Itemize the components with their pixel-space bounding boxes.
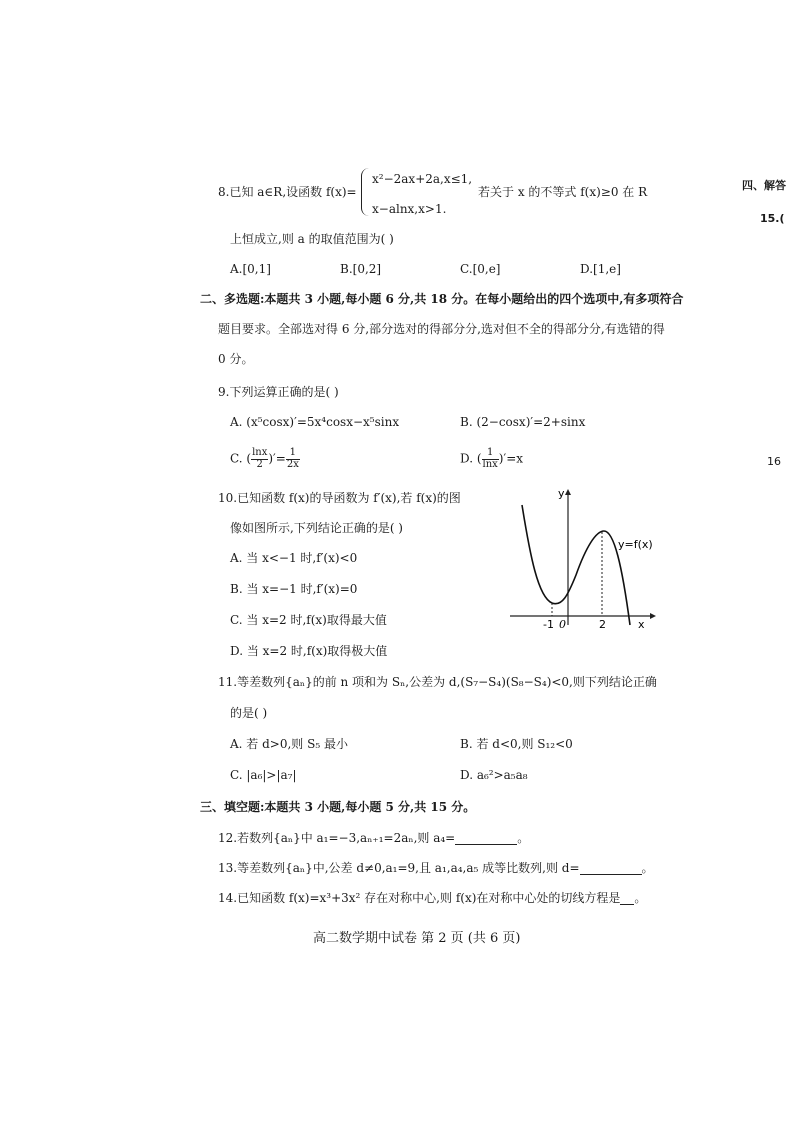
q14-text: 14.已知函数 f(x)=x³+3x² 存在对称中心,则 f(x)在对称中心处的切线方程是	[218, 891, 621, 905]
q9-option-c	[230, 448, 300, 470]
q14-end: 。	[634, 891, 647, 905]
q9-c-rden: 2x	[286, 458, 299, 470]
q10-curve-label: y=f(x)	[618, 538, 653, 551]
q9-c-fraction-right	[286, 448, 300, 470]
q10-tick-2: 2	[599, 618, 606, 630]
q14-line	[218, 892, 646, 905]
q9-c-mid: )′=	[268, 451, 286, 466]
q9-c-prefix: C. (	[230, 451, 252, 466]
q8-option-c: C.[0,e]	[460, 262, 501, 276]
q10-function-graph	[500, 485, 660, 630]
page-footer: 高二数学期中试卷 第 2 页 (共 6 页)	[313, 931, 521, 946]
q9-option-a: A. (x⁵cosx)′=5x⁴cosx−x⁵sinx	[230, 415, 400, 429]
q13-line	[218, 862, 654, 875]
q9-c-fraction-left	[251, 448, 268, 470]
q10-tick-0: 0	[559, 618, 566, 630]
q10-x-axis-arrow	[650, 613, 656, 619]
section2-heading-line1: 二、多选题:本题共 3 小题,每小题 6 分,共 18 分。在每小题给出的四个选项中,有多项符合	[200, 292, 684, 306]
section2-line2: 题目要求。全部选对得 6 分,部分选对的得部分分,选对但不全的得部分分,有选错的得	[218, 322, 665, 336]
q11-line2: 的是( )	[230, 706, 268, 720]
q10-tick-minus1: -1	[543, 618, 554, 630]
q10-option-d: D. 当 x=2 时,f(x)取得极大值	[230, 644, 388, 658]
q8-stem-after: 若关于 x 的不等式 f(x)≥0 在 R	[478, 185, 648, 199]
q11-option-d: D. a₆²>a₅a₈	[460, 768, 528, 782]
q9-c-rnum: 1	[286, 448, 300, 460]
q9-stem: 9.下列运算正确的是( )	[218, 385, 339, 399]
q9-d-fraction	[482, 448, 499, 470]
q9-c-den: 2	[256, 458, 263, 470]
q9-d-den: lnx	[482, 458, 498, 470]
q8-option-d: D.[1,e]	[580, 262, 621, 276]
q14-answer-blank[interactable]	[620, 892, 634, 905]
q8-piece-1: x²−2ax+2a,x≤1,	[372, 172, 473, 186]
q13-text: 13.等差数列{aₙ}中,公差 d≠0,a₁=9,且 a₁,a₄,a₅ 成等比数列,则 d=	[218, 861, 580, 875]
q8-option-a: A.[0,1]	[230, 262, 271, 276]
q8-stem-line2: 上恒成立,则 a 的取值范围为( )	[230, 232, 394, 246]
q8-option-b: B.[0,2]	[340, 262, 382, 276]
right-edge-q16: 16	[767, 455, 781, 468]
q9-d-post: )′=x	[498, 451, 524, 466]
q8-piece-2: x−alnx,x>1.	[372, 202, 447, 216]
q9-option-b: B. (2−cosx)′=2+sinx	[460, 415, 586, 429]
q10-curve	[522, 505, 630, 625]
section2-line3: 0 分。	[218, 352, 254, 366]
q9-c-num: lnx	[252, 447, 268, 458]
q13-answer-blank[interactable]	[580, 862, 642, 875]
q12-line	[218, 832, 529, 845]
q11-option-c: C. |a₆|>|a₇|	[230, 768, 297, 782]
q9-d-num: 1	[482, 448, 499, 460]
q10-y-axis-arrow	[565, 489, 571, 495]
q11-option-a: A. 若 d>0,则 S₅ 最小	[230, 737, 348, 751]
q10-option-b: B. 当 x=−1 时,f′(x)=0	[230, 582, 358, 596]
q11-option-b: B. 若 d<0,则 S₁₂<0	[460, 737, 573, 751]
q12-answer-blank[interactable]	[455, 832, 517, 845]
q10-option-a: A. 当 x<−1 时,f′(x)<0	[230, 551, 358, 565]
q10-y-label: y	[558, 487, 565, 500]
q8-stem-before: 8.已知 a∈R,设函数 f(x)=	[218, 185, 357, 199]
right-edge-q15: 15.(	[760, 212, 785, 225]
q11-line1: 11.等差数列{aₙ}的前 n 项和为 Sₙ,公差为 d,(S₇−S₄)(S₈−S₄)<0,则下列结论正确	[218, 675, 657, 689]
section3-heading: 三、填空题:本题共 3 小题,每小题 5 分,共 15 分。	[200, 800, 476, 814]
q12-end: 。	[517, 831, 530, 845]
q10-x-label: x	[638, 618, 645, 630]
right-edge-section4: 四、解答	[742, 179, 786, 192]
q10-option-c: C. 当 x=2 时,f(x)取得最大值	[230, 613, 387, 627]
q10-line1: 10.已知函数 f(x)的导函数为 f′(x),若 f(x)的图	[218, 491, 461, 505]
q13-end: 。	[641, 861, 654, 875]
q9-option-d	[460, 448, 523, 470]
q12-text: 12.若数列{aₙ}中 a₁=−3,aₙ₊₁=2aₙ,则 a₄=	[218, 831, 456, 845]
q10-line2: 像如图所示,下列结论正确的是( )	[230, 521, 403, 535]
q9-d-prefix: D. (	[460, 451, 482, 466]
q8-piecewise-brace	[361, 168, 372, 216]
